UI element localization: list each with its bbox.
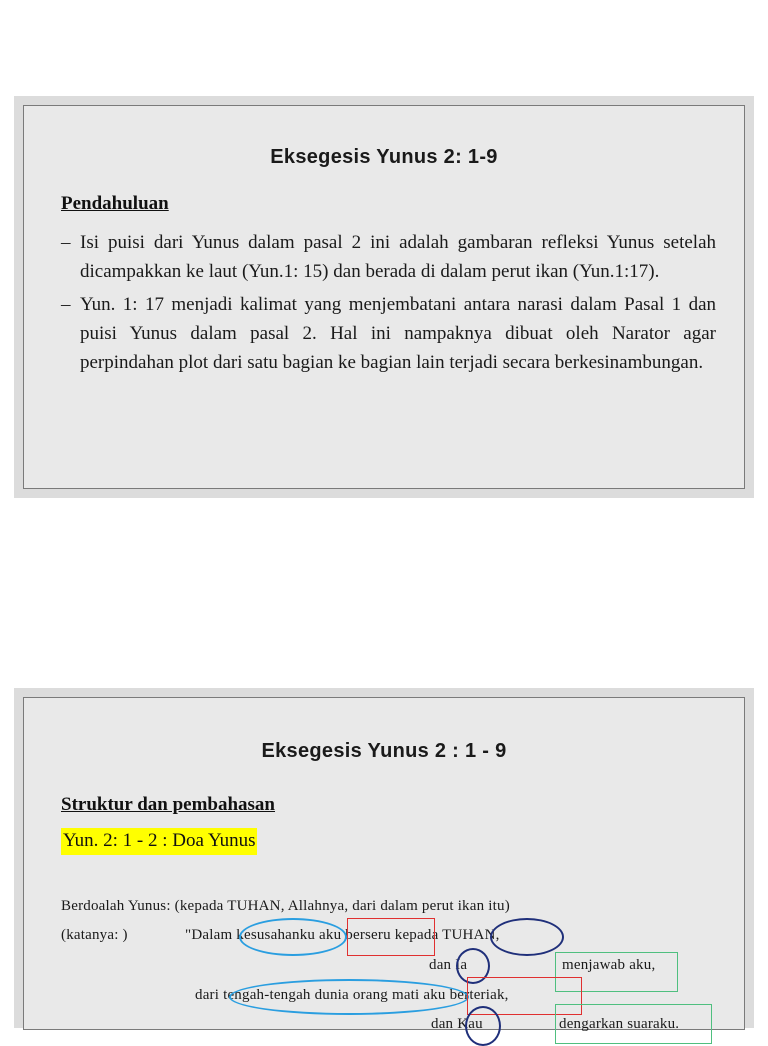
slide-pendahuluan xyxy=(14,96,754,498)
section-heading: Pendahuluan xyxy=(61,193,169,214)
oval-kesusahanku xyxy=(239,918,347,956)
text-line-2b: "Dalam kesusahanku aku berseru kepada TUHAN, xyxy=(185,927,500,943)
bullet-list xyxy=(61,228,716,381)
oval-dunia-orang-mati xyxy=(229,979,469,1015)
text-line-2a: (katanya: ) xyxy=(61,927,128,943)
bullet-text: Yun. 1: 17 menjadi kalimat yang menjembatani antara narasi dalam Pasal 1 dan puisi Yunus dalam pasal 2. Hal ini nampaknya dibuat oleh Narator agar perpindahan plot dari satu bagian ke bagian lain terjadi secara berkesinambungan. xyxy=(80,294,716,373)
slide-frame xyxy=(23,105,745,489)
bullet-text: Isi puisi dari Yunus dalam pasal 2 ini adalah gambaran refleksi Yunus setelah dicampakkan ke laut (Yun.1: 15) dan berada di dalam perut ikan (Yun.1:17). xyxy=(80,232,716,282)
slide-title: Eksegesis Yunus 2 : 1 - 9 xyxy=(261,740,507,762)
dash-marker: – xyxy=(61,232,71,253)
text-line-3a: dan Ia xyxy=(429,957,468,973)
slide-struktur xyxy=(14,688,754,1032)
dash-marker: – xyxy=(61,294,71,315)
oval-kau xyxy=(465,1006,501,1046)
text-line-1: Berdoalah Yunus: (kepada TUHAN, Allahnya, dari dalam perut ikan itu) xyxy=(61,898,510,914)
slide-title: Eksegesis Yunus 2: 1-9 xyxy=(270,146,498,168)
oval-tuhan xyxy=(490,918,564,956)
text-line-5b: dengarkan suaraku. xyxy=(559,1016,680,1032)
highlight-label: Yun. 2: 1 - 2 : Doa Yunus xyxy=(61,828,257,855)
text-line-4: dari tengah-tengah dunia orang mati aku berteriak, xyxy=(195,987,509,1003)
box-dengarkan-suaraku xyxy=(555,1004,712,1044)
box-aku-berseru xyxy=(347,918,435,956)
slide-frame xyxy=(23,697,745,1030)
bullet-item xyxy=(61,228,716,286)
bullet-item xyxy=(61,290,716,377)
text-line-5a: dan Kau xyxy=(431,1016,483,1032)
section-heading: Struktur dan pembahasan xyxy=(61,794,276,815)
text-line-3b: menjawab aku, xyxy=(562,957,656,973)
